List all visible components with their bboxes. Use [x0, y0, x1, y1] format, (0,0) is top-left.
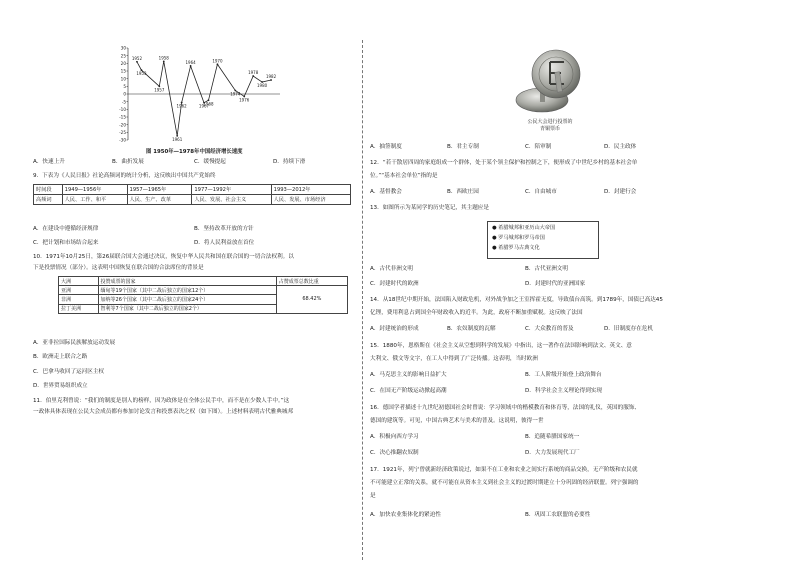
point-year-label: 1958: [158, 55, 169, 61]
q9-option-c: C．把计划和市场结合起来: [33, 240, 99, 246]
q12-option-c: C．自由城市: [525, 189, 557, 195]
point-year-label: 1952: [131, 55, 143, 61]
q16-option-c: C．决心推翻农奴制: [370, 450, 419, 456]
data-point: [217, 63, 219, 65]
q17-stem-line2: 不可能建立正常的关系，就不可能在从资本主义到社会主义的过渡时期建立十分巩固的经济联盟。列宁强调的: [370, 480, 639, 486]
point-year-label: 1964: [185, 59, 196, 65]
y-tick-label: -30: [119, 137, 126, 143]
point-year-label: 1970: [212, 58, 223, 64]
q10-option-d: D．世界贸易组织成立: [33, 383, 88, 389]
q14-option-b: B．农奴制度的瓦解: [447, 326, 496, 332]
q10-option-c: C．巴拿马收回了运河区主权: [33, 369, 105, 375]
point-year-label: 1953: [136, 71, 147, 77]
q16-option-a: A．积极向西方学习: [370, 434, 419, 440]
point-year-label: 1982: [265, 74, 277, 80]
q15-option-d: D．科学社会主义理论得到实现: [525, 388, 603, 394]
q11-stem-line2: 一政体具体表现在公民大会成员都有参加讨论发言和投票表决之权（如下图）。上述材料表明古代雅典城邦: [33, 409, 294, 415]
image-caption-line2: 青铜票币: [539, 126, 560, 132]
point-year-label: 1978: [248, 70, 259, 76]
q12-option-b: B．西欧庄园: [447, 189, 479, 195]
table-cell: 拉丁美洲: [59, 304, 99, 313]
q9-option-b: B．坚持改革开放的方针: [194, 226, 254, 232]
q14-stem-line2: 亿锂，费用利息占到国全年财政收入的近半。为此，政府不断加重赋税。这反映了法国: [370, 310, 583, 316]
q8-option-b: B．曲折发展: [112, 159, 144, 165]
y-tick-label: 20: [120, 60, 126, 66]
point-year-label: 1957: [154, 87, 165, 93]
q13-stem: 13．如图所示为某同学的历史笔记，其主题应是: [370, 205, 489, 211]
q10-option-a: A．亚非拉国际民族解放运动发展: [33, 340, 116, 346]
q12-stem-line2: 位。”“基本社会单位”指的是: [370, 173, 438, 179]
q16-option-b: B．追随希腊国家统一: [525, 434, 580, 440]
data-point: [252, 75, 254, 77]
q8-option-d: D．持续下滑: [273, 159, 306, 165]
table-cell: 亚洲: [59, 286, 99, 295]
q11-option-a: A．抽签制度: [370, 144, 402, 150]
table-cell: 人民、工作、和平: [62, 195, 127, 205]
q9-option-a: A．在建设中遵循经济规律: [33, 226, 99, 232]
q12-stem-line1: 12．“若干散居四周的家庭组成一个群体，处于某个领主保护和控制之下，便形成了中世纪乡村的基本社会单: [370, 160, 638, 166]
table-cell: 加纳等26个国家（其中二战后独立的国家24个）: [98, 295, 276, 304]
y-tick-label: 10: [120, 76, 126, 82]
table-cell: 1949—1956年: [62, 185, 127, 195]
y-tick-label: -20: [119, 122, 126, 128]
q14-option-c: C．大众教育的普及: [525, 326, 574, 332]
q10-table: [58, 276, 348, 314]
q12-option-a: A．基督教会: [370, 189, 402, 195]
point-year-label: 1980: [257, 83, 268, 89]
table-cell: 1977—1992年: [192, 185, 271, 195]
q16-stem-line2: 德国的建筑等。可见，中国古典艺术与美术的普及。这说明，彼得一世: [370, 418, 544, 424]
q15-option-c: C．在国无产阶级运动掀起高潮: [370, 388, 447, 394]
table-cell: 人民、发展、社会主义: [192, 195, 271, 205]
economic-growth-chart: [116, 44, 286, 144]
q9-stem: 9．下表为《人民日报》社论高频词的统计分析，这反映出中国共产党始终: [33, 173, 216, 179]
bronze-voting-token-image: [512, 42, 590, 118]
y-tick-label: 15: [120, 68, 126, 74]
y-tick-label: -5: [121, 99, 126, 105]
y-tick-label: -10: [119, 106, 126, 112]
q17-stem-line1: 17．1921年，列宁曾就新经济政策说过，如果不在工业和农业之间实行系统的商品交换，无产阶级和农民就: [370, 467, 638, 473]
q8-option-c: C．缓慢提起: [194, 159, 226, 165]
q13-option-d: D．封建时代的亚洲国家: [525, 281, 586, 287]
q13-option-a: A．古代非洲文明: [370, 266, 413, 272]
q10-stem-line1: 10．1971年10月25日，第26届联合国大会通过决议，恢复中华人民共和国在联合国的一切合法权利。以: [33, 254, 294, 260]
table-row: [34, 195, 351, 205]
table-cell: 1957—1965年: [127, 185, 192, 195]
q14-stem-line1: 14．从18世纪中期开始，法国陷入财政危机，对外战争加之王室挥霍无度，导致债台高筑。到1789年，国债已高达45: [370, 297, 663, 303]
q11-stem-line1: 11．伯里克利曾说：“我们的制度是别人的榜样，因为政体是在全体公民手中，而不是在少数人手中。”这: [33, 398, 290, 404]
table-cell: 人民、生产、改革: [127, 195, 192, 205]
q9-option-d: D．将人民利益放在首位: [194, 240, 255, 246]
q17-stem-line3: 是: [370, 493, 376, 499]
q10-stem-line2: 下是投票情况（部分）。这表明中国恢复在联合国的合法席位的背景是: [33, 265, 204, 271]
point-year-label: 1962: [176, 103, 187, 109]
q16-stem-line1: 16．德国学者描述十九世纪初德国社会时曾说：学习领域中的楷模教育和体育等，法国的礼仪，英国的服饰、: [370, 405, 641, 411]
notes-item: ● 希腊罗马古典文化: [492, 245, 540, 251]
q13-option-c: C．封建时代的欧洲: [370, 281, 419, 287]
table-cell: 人民、发展、市场经济: [271, 195, 350, 205]
q11-option-c: C．陪审制: [525, 144, 552, 150]
table-cell: 缅甸等19个国家（其中二战后独立的国家12个）: [98, 286, 276, 295]
notes-item: ● 罗马城邦和罗马帝国: [492, 235, 545, 241]
q12-option-d: D．封建行会: [604, 189, 637, 195]
q14-option-d: D．旧制度存在危机: [604, 326, 654, 332]
y-tick-label: -15: [119, 114, 126, 120]
point-year-label: 1968: [203, 101, 214, 107]
y-tick-label: 5: [123, 83, 126, 89]
data-point: [163, 60, 165, 62]
q15-option-a: A．马克思主义的影响日益扩大: [370, 372, 447, 378]
table-row: [34, 185, 351, 195]
q17-option-a: A．加快农业集体化的紧迫性: [370, 512, 441, 518]
chart-caption: 图 1950年—1978年中国经济增长速度: [146, 149, 243, 155]
ratio-cell: 68.42%: [276, 286, 347, 314]
notes-item: ● 希腊城邦和亚历山大帝国: [492, 225, 556, 231]
q11-option-d: D．民主政体: [604, 144, 637, 150]
data-point: [136, 61, 138, 63]
point-year-label: 1974: [230, 91, 241, 97]
point-year-label: 1976: [239, 97, 250, 103]
data-point: [270, 79, 272, 81]
q11-option-b: B．君主专制: [447, 144, 479, 150]
q10-option-b: B．欧洲走上联合之路: [33, 354, 88, 360]
q17-option-b: B．巩固工农联盟的必要性: [525, 512, 591, 518]
column-divider: [362, 40, 363, 560]
point-year-label: 1967: [198, 103, 210, 109]
image-caption-line1: 公民大会进行投票的: [527, 119, 573, 125]
q8-option-a: A．快速上升: [33, 159, 65, 165]
q15-stem-line1: 15．1880年，恩格斯在《社会主义从空想到科学的发展》中指出，这一著作在法国影响到法文、英文、意: [370, 343, 632, 349]
q9-table: [33, 184, 351, 205]
table-cell: 非洲: [59, 295, 99, 304]
q16-option-d: D．大力发展现代工厂: [525, 450, 580, 456]
table-row: [59, 286, 348, 295]
data-point: [190, 65, 192, 67]
y-tick-label: -25: [119, 129, 126, 135]
q14-option-a: A．封建统治的形成: [370, 326, 419, 332]
y-tick-label: 25: [120, 53, 126, 59]
table-cell: 大洲: [59, 277, 99, 286]
table-cell: 投赞成票的国家: [98, 277, 276, 286]
table-cell: 1993—2012年: [271, 185, 350, 195]
y-tick-label: 30: [120, 45, 126, 51]
q15-stem-line2: 大利文、俄文等文字，在工人中得到了广泛传播。这表明，当时欧洲: [370, 356, 538, 362]
table-row: [59, 277, 348, 286]
q13-option-b: B．古代亚洲文明: [525, 266, 568, 272]
q15-option-b: B．工人阶级开始登上政治舞台: [525, 372, 602, 378]
y-tick-label: 0: [123, 91, 126, 97]
table-cell: 智利等7个国家（其中二战后独立的国家2个）: [98, 304, 276, 313]
table-cell: 高频词: [34, 195, 63, 205]
table-cell: 时间段: [34, 185, 63, 195]
table-cell: 占赞成票总数比重: [276, 277, 347, 286]
point-year-label: 1961: [172, 136, 183, 142]
